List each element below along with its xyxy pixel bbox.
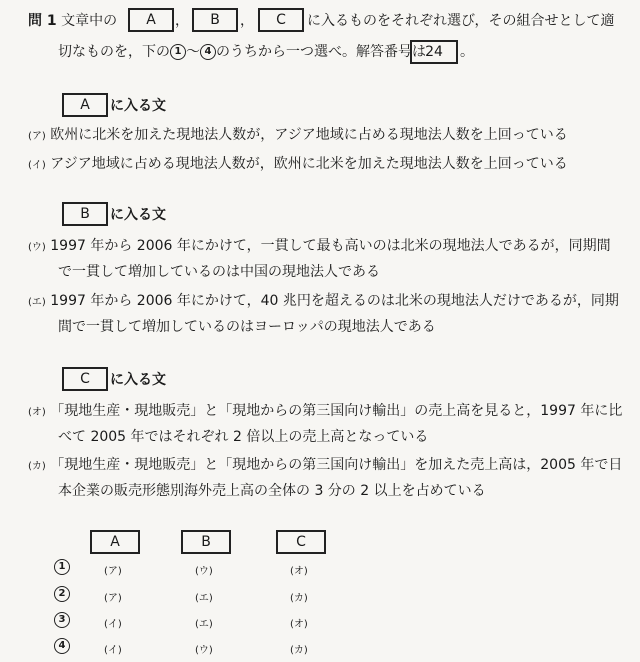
statement-line: 1997 年から 2006 年にかけて，一貫して最も高いのは北米の現地法人であるが，同期間 bbox=[50, 238, 611, 254]
question-line-2 bbox=[58, 43, 426, 61]
choice-circle-1-icon: 1 bbox=[170, 44, 186, 60]
statement-e bbox=[28, 292, 619, 312]
statement-line: べて 2005 年ではそれぞれ 2 倍以上の売上高となっている bbox=[58, 429, 429, 445]
statement-ka bbox=[28, 456, 622, 476]
statement-line: 「現地生産・現地販売」と「現地からの第三国向け輸出」の売上高を見ると，1997 年に比 bbox=[50, 403, 623, 419]
statement-line: アジア地域に占める現地法人数が，欧州に北米を加えた現地法人数を上回っている bbox=[50, 156, 568, 172]
section-a-heading: に入る文 bbox=[110, 98, 166, 114]
tilde: 〜 bbox=[186, 44, 200, 60]
section-a-label: A bbox=[62, 93, 108, 117]
table-cell: (オ) bbox=[290, 566, 308, 577]
statement-u bbox=[28, 237, 611, 257]
blank-c-box: C bbox=[258, 8, 304, 32]
table-cell: (ウ) bbox=[195, 645, 213, 656]
question-text-lead: 文章中の bbox=[61, 13, 118, 29]
choice-circle-2-icon: 2 bbox=[54, 586, 70, 602]
statement-mark: (エ) bbox=[28, 297, 46, 308]
statement-i bbox=[28, 155, 568, 175]
choice-circle-4-icon: 4 bbox=[54, 638, 70, 654]
statement-mark: (ア) bbox=[28, 131, 46, 142]
statement-mark: (オ) bbox=[28, 407, 46, 418]
question-line-2-tail: のうちから一つ選べ。解答番号は bbox=[216, 44, 426, 60]
section-c-heading: に入る文 bbox=[110, 372, 166, 388]
table-cell: (イ) bbox=[104, 619, 122, 630]
table-cell: (エ) bbox=[195, 593, 213, 604]
table-cell: (カ) bbox=[290, 593, 308, 604]
statement-mark: (イ) bbox=[28, 160, 46, 171]
section-c-label: C bbox=[62, 367, 108, 391]
table-header-c: C bbox=[276, 530, 326, 554]
statement-line: 本企業の販売形態別海外売上高の全体の 3 分の 2 以上を占めている bbox=[58, 483, 486, 499]
separator: ， bbox=[240, 13, 254, 29]
statement-line: 1997 年から 2006 年にかけて，40 兆円を超えるのは北米の現地法人だけであるが，同期 bbox=[50, 293, 619, 309]
question-line-2-lead: 切なものを，下の bbox=[58, 44, 170, 60]
section-b-heading: に入る文 bbox=[110, 207, 166, 223]
table-cell: (カ) bbox=[290, 645, 308, 656]
table-cell: (オ) bbox=[290, 619, 308, 630]
statement-line: で一貫して増加しているのは中国の現地法人である bbox=[58, 264, 380, 280]
section-b-label: B bbox=[62, 202, 108, 226]
table-cell: (ア) bbox=[104, 593, 122, 604]
choice-circle-1-icon: 1 bbox=[54, 559, 70, 575]
blank-b-box: B bbox=[192, 8, 238, 32]
table-header-b: B bbox=[181, 530, 231, 554]
separator: ， bbox=[175, 13, 189, 29]
choice-circle-4-icon: 4 bbox=[200, 44, 216, 60]
choice-circle-3-icon: 3 bbox=[54, 612, 70, 628]
table-cell: (ア) bbox=[104, 566, 122, 577]
table-cell: (イ) bbox=[104, 645, 122, 656]
question-line-1 bbox=[28, 12, 117, 30]
statement-line: 「現地生産・現地販売」と「現地からの第三国向け輸出」を加えた売上高は，2005 年で日 bbox=[50, 457, 623, 473]
statement-mark: (ウ) bbox=[28, 242, 46, 253]
statement-line: 欧州に北米を加えた現地法人数が，アジア地域に占める現地法人数を上回っている bbox=[50, 127, 568, 143]
blank-a-box: A bbox=[128, 8, 174, 32]
statement-a bbox=[28, 126, 568, 146]
table-cell: (ウ) bbox=[195, 566, 213, 577]
table-cell: (エ) bbox=[195, 619, 213, 630]
statement-line: 間で一貫して増加しているのはヨーロッパの現地法人である bbox=[58, 319, 436, 335]
statement-o bbox=[28, 402, 622, 422]
statement-mark: (カ) bbox=[28, 461, 46, 472]
table-header-a: A bbox=[90, 530, 140, 554]
question-text-tail: に入るものをそれぞれ選び，その組合せとして適 bbox=[307, 13, 615, 29]
answer-number-box: 24 bbox=[410, 40, 458, 64]
question-number: 問 1 bbox=[28, 13, 57, 29]
period: 。 bbox=[460, 44, 474, 60]
